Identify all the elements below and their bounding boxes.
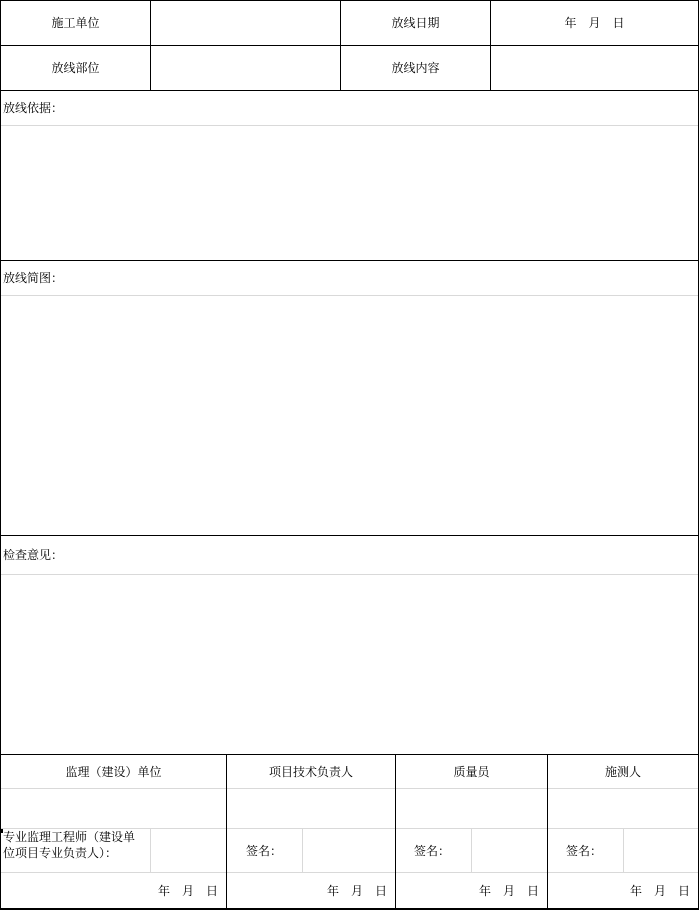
supervision-date[interactable]: 年 月 日	[158, 884, 219, 898]
gridline	[1, 788, 698, 789]
section-divider	[0, 535, 699, 536]
right-border	[698, 0, 699, 910]
layout-location-label: 放线部位	[51, 61, 100, 75]
column-divider	[150, 0, 151, 90]
supervising-engineer-signature-field[interactable]	[151, 829, 226, 872]
tech-lead-date[interactable]: 年 月 日	[327, 884, 388, 898]
column-divider	[340, 0, 341, 90]
tech-lead-sign-label: 签名：	[246, 844, 283, 858]
layout-date-field[interactable]: 年 月 日	[564, 16, 625, 30]
layout-sketch-area[interactable]	[1, 296, 698, 535]
layout-sketch-label: 放线简图：	[3, 271, 64, 285]
surveyor-header: 施测人	[604, 765, 641, 779]
gridline	[1, 872, 698, 873]
quality-inspector-header: 质量员	[453, 765, 490, 779]
row-divider	[0, 90, 699, 91]
layout-content-label: 放线内容	[391, 61, 440, 75]
layout-basis-area[interactable]	[1, 126, 698, 260]
supervision-unit-header: 监理（建设）单位	[65, 765, 162, 779]
quality-inspector-signature-field[interactable]	[472, 829, 547, 872]
surveyor-date[interactable]: 年 月 日	[630, 884, 691, 898]
row-divider	[0, 45, 699, 46]
construction-unit-label: 施工单位	[51, 16, 100, 30]
layout-date-label: 放线日期	[391, 16, 440, 30]
inspection-opinion-label: 检查意见：	[3, 548, 64, 562]
section-divider	[0, 260, 699, 261]
supervising-engineer-label-cont: 位项目专业负责人）：	[3, 846, 118, 860]
quality-inspector-sign-label: 签名：	[414, 844, 451, 858]
surveyor-signature-field[interactable]	[624, 829, 698, 872]
column-divider	[490, 0, 491, 90]
tech-lead-signature-field[interactable]	[303, 829, 395, 872]
supervising-engineer-label: 专业监理工程师（建设单	[3, 830, 136, 844]
tech-lead-header: 项目技术负责人	[268, 765, 353, 779]
surveyor-sign-label: 签名：	[566, 844, 603, 858]
section-divider	[0, 754, 699, 755]
cell-marker	[1, 829, 3, 833]
quality-inspector-date[interactable]: 年 月 日	[479, 884, 540, 898]
inspection-opinion-area[interactable]	[1, 575, 698, 754]
top-border	[0, 0, 699, 1]
layout-basis-label: 放线依据：	[3, 101, 64, 115]
